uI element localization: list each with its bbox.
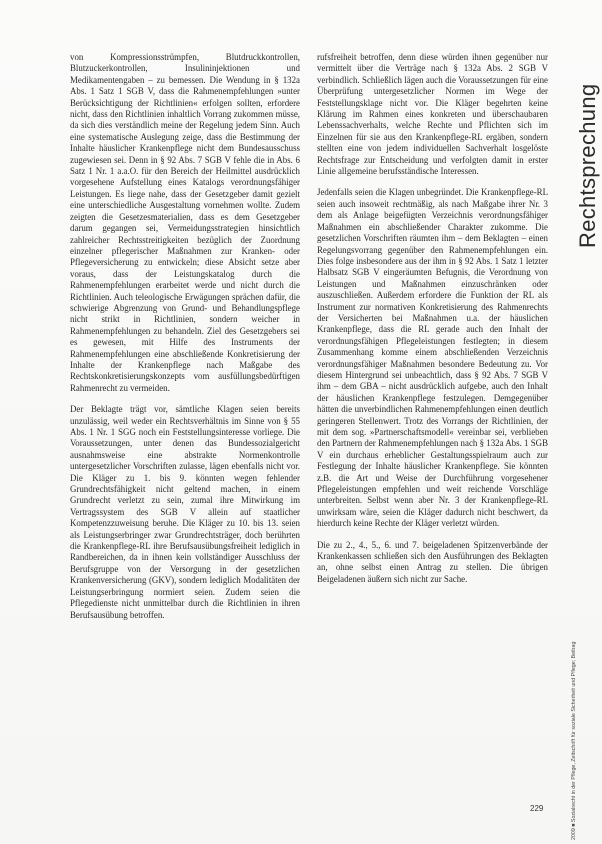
page-number: 229 <box>530 804 544 813</box>
journal-reference-text: 2009 ■ Sozialrecht in der Pflege, Zeitschrift für soziale Sicherheit und Pflege; Beitrag <box>571 641 577 840</box>
paragraph: rufsfreiheit betroffen, denn diese würden ihnen gegenüber nur vermittelt über die Verträge nach § 132a Abs. 2 SGB V verbindlich. Schließlich lägen auch die Voraussetzungen für eine Überprüfung untergesetzlicher Normen im Wege der Feststellungsklage nicht vor. Die Kläger begehrten keine Klärung im Rahmen eines konkreten und überschaubaren Lebenssachverhalts, welche Rechte und Pflichten sich im Einzelnen für sie aus den Krankenpflege-RL ergäben, sondern stellten eine von jedem individuellen Sachverhalt losgelöste Rechtsfrage zur Entscheidung und verfolgten damit in erster Linie allgemeine berufsständische Interessen. <box>317 52 548 177</box>
journal-reference <box>568 470 580 840</box>
paragraph: Jedenfalls seien die Klagen unbegründet. Die Krankenpflege-RL seien auch insoweit rechtmäßig, als nach Maßgabe ihrer Nr. 3 dem als Anlage beigefügten Verzeichnis verordnungsfähiger Maßnahmen ein abschließender Charakter zukomme. Die gesetzlichen Vorschriften räumten ihm – dem Beklagten – einen Regelungsvorrang gegenüber den Rahmenempfehlungen ein. Dies folge insbesondere aus der ihm in § 92 Abs. 1 Satz 1 letzter Halbsatz SGB V eingeräumten Befugnis, die Verordnung von Leistungen und Maßnahmen einzuschränken oder auszuschließen. Außerdem erfordere die Funktion der RL als Instrument zur normativen Konkretisierung des Rahmenrechts der Versicherten bei Maßnahmen u.a. der häuslichen Krankenpflege, dass die RL gerade auch den Inhalt der verordnungsfähigen Pflegeleistungen festlegten; in diesem Zusammenhang komme einem abschließenden Verzeichnis verordnungsfähiger Maßnahmen besondere Bedeutung zu. Vor diesem Hintergrund sei unbeachtlich, dass § 92 Abs. 7 SGB V ihm – dem GBA – nicht ausdrücklich aufgebe, auch den Inhalt der häuslichen Krankenpflege festzulegen. Demgegenüber hätten die unverbindlichen Rahmenempfehlungen einen deutlich geringeren Stellenwert. Trotz des Vorrangs der Richtlinien, der mit dem sog. »Partnerschaftsmodell« vereinbar sei, verblieben den Partnern der Rahmenempfehlungen nach § 132a Abs. 1 SGB V ein durchaus erheblicher Gestaltungsspielraum auch zur Festlegung der Inhalte häuslicher Krankenpflege. Sie könnten z.B. die Art und Weise der Durchführung vorgesehener Pflegeleistungen empfehlen und weit reichende Vorschläge unterbreiten. Selbst wenn aber Nr. 3 der Krankenpflege-RL unwirksam wäre, seien die Kläger dadurch nicht beschwert, da hierdurch keine Rechte der Kläger verletzt würden. <box>317 187 548 529</box>
paragraph: Die zu 2., 4., 5., 6. und 7. beigeladenen Spitzenverbände der Krankenkassen schließen sich den Ausführungen des Beklagten an, ohne selbst einen Antrag zu stellen. Die übrigen Beigeladenen äußern sich nicht zur Sache. <box>317 539 548 584</box>
section-title <box>575 48 600 248</box>
right-text-column <box>317 52 548 595</box>
left-text-column <box>70 52 300 631</box>
paragraph: Der Beklagte trägt vor, sämtliche Klagen seien bereits unzulässig, weil weder ein Rechtsverhältnis im Sinne von § 55 Abs. 1 Nr. 1 SGG noch ein Feststellungsinteresse vorliege. Die Voraussetzungen, unter denen das Bundessozialgericht ausnahmsweise eine abstrakte Normenkontrolle untergesetzlicher Vorschriften zulasse, lägen ebenfalls nicht vor. Die Kläger zu 1. bis 9. könnten wegen fehlender Grundrechtsfähigkeit nicht geltend machen, in einem Grundrecht verletzt zu sein, zumal ihre Mitwirkung im Vertragssystem des SGB V allein auf staatlicher Kompetenzzuweisung beruhe. Die Kläger zu 10. bis 13. seien als Leistungserbringer zwar Grundrechtsträger, doch berührten die Krankenpflege-RL ihre Berufsausübungsfreiheit lediglich in Randbereichen, da in ihnen kein vollständiger Ausschluss der Berufsgruppe von der Versorgung in der gesetzlichen Krankenversicherung (GKV), sondern lediglich Modalitäten der Leistungserbringung normiert seien. Zudem seien die Pflegedienste nicht unmittelbar durch die Richtlinien in ihren Berufsausübung betroffen. <box>70 404 300 620</box>
section-title-text: Rechtsprechung <box>575 83 600 248</box>
paragraph: von Kompressionsstrümpfen, Blutdruckkontrollen, Blutzuckerkontrollen, Insulininjektionen und Medikamentengaben – zu bemessen. Die Wendung in § 132a Abs. 1 Satz 1 SGB V, dass die Rahmenempfehlungen »unter Berücksichtigung der Richtlinien« erfolgen sollten, erfordere nicht, dass den Richtlinien inhaltlich Vorrang zukommen müsse, da sich dies verständlich meine der Regelung jedem Sinn. Auch eine systematische Auslegung zeige, dass die Bestimmung der Inhalte häuslicher Krankenpflege nicht dem Bundesausschuss zugewiesen sei. Denn in § 92 Abs. 7 SGB V fehle die in Abs. 6 Satz 1 Nr. 1 a.a.O. für den Bereich der Heilmittel ausdrücklich vorgesehene Aufstellung eines Katalogs verordnungsfähiger Leistungen. Es liege nahe, dass der Gesetzgeber damit gezielt eine unterschiedliche Ausgestaltung vornehmen wollte. Zudem zeigten die Gesetzesmaterialien, dass es dem Gesetzgeber darum gegangen sei, Vermeidungsstrategien hinsichtlich zahlreicher Rechtsstreitigkeiten bezüglich der Zuordnung einzelner pflegerischer Maßnahmen zur Kranken- oder Pflegeversicherung zu entwickeln; diese Absicht setze aber voraus, dass der Leistungskatalog durch die Rahmenempfehlungen erarbeitet werde und nicht durch die Richtlinien. Auch teleologische Erwägungen sprächen dafür, die schwierige Abgrenzung von Grund- und Behandlungspflege nicht strikt in Richtlinien, sondern weicher in Rahmenempfehlungen zu behandeln. Ziel des Gesetzgebers sei es gewesen, mit Hilfe des Instruments der Rahmenempfehlungen eine abschließende Konkretisierung der Inhalte der Krankenpflege nach Maßgabe des Rechtskonkretisierungskonzepts vom ausfüllungsbedürftigen Rahmenrecht zu vermeiden. <box>70 52 300 393</box>
